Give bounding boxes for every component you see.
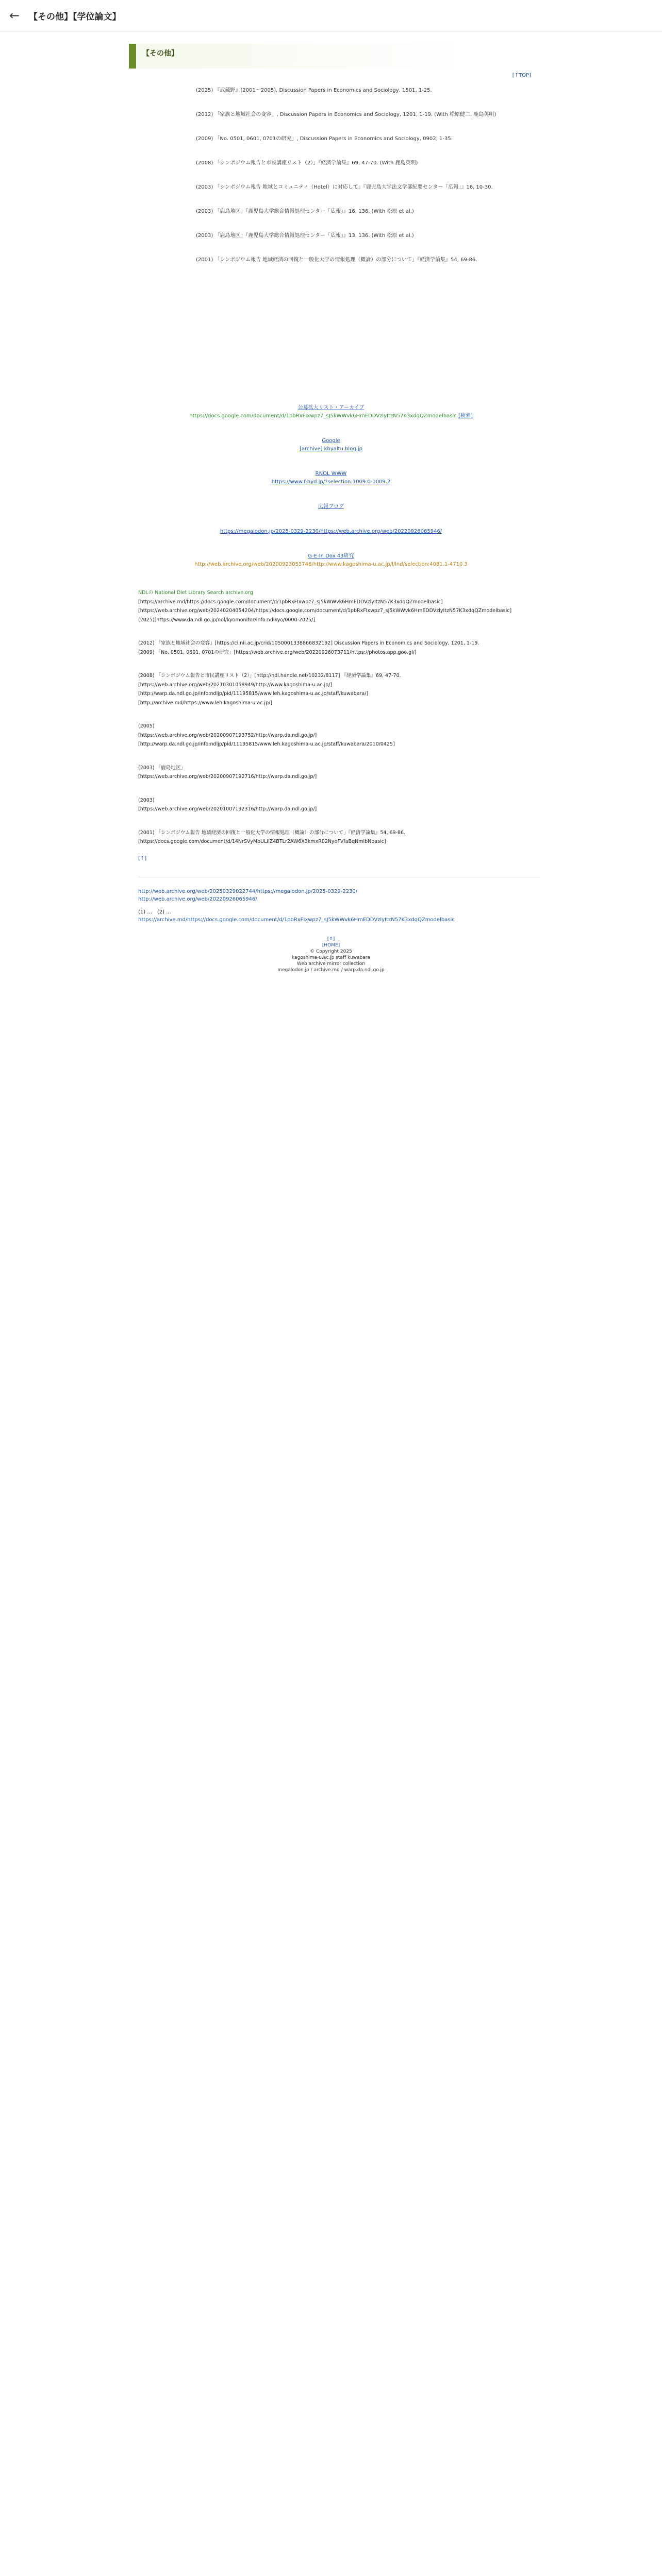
publication-entry: (2012) 「家族と地域社会の変容」, Discussion Papers in Economics and Sociology, 1201, 1-19. (With 松原健二, 鹿島英明) — [196, 112, 496, 117]
ref-item[interactable]: (2012) 「家族と地域社会の変容」[https://ci.nii.ac.jp/crid/1050001338866832192] Discussion Papers in Economics and Sociology, 1201, 1-19. — [138, 640, 479, 646]
publication-entry: (2001) 「シンポジウム報告 地域経済の回復と一般化大学の情報処理（概論）の部分について」『経済学論集』54, 69-86. — [196, 257, 477, 263]
ref-item[interactable]: [https://docs.google.com/document/d/14NrSVyMbULIlZ4BTLr2AW6X3kmxR02NyoFVfaBqNmlbNbasic] — [138, 839, 386, 844]
top-arrow-link[interactable]: [⇑] — [327, 936, 335, 942]
publication-entry: (2008) 「シンポジウム報告と市民講座リスト（2）」『経済学論集』69, 47-70. (With 鹿島英明) — [196, 160, 418, 166]
section-header: 【その他】 — [129, 44, 552, 69]
ref-item[interactable]: (2008) 「シンポジウム報告と市民講座リスト（2）」[http://hdl.handle.net/10232/8117] 『経済学論集』69, 47-70. — [138, 673, 401, 679]
webarchive-url[interactable]: http://web.archive.org/web/20200923053746/http://www.kagoshima-u.ac.jp/l/lnd/selection:4081.1-4710.3 — [194, 562, 468, 567]
publication-entry: (2003) 「シンポジウム報告 地域とコミュニティ（Hotel）に対応して」『鹿児島大学法文学部紀要センター「広報」』16, 10-30. — [196, 184, 493, 190]
google-url[interactable]: [archive] kbyaltu.blog.jp — [300, 446, 362, 452]
archive-url[interactable]: https://docs.google.com/document/d/1pbRxFIxwpz7_sJ5kWWvk6HmEDDVzlyItzN57K3xdqQZmodelbasic — [189, 413, 457, 419]
back-arrow-icon[interactable]: ← — [9, 8, 20, 23]
bottom-google-url[interactable]: https://archive.md/https://docs.google.com/document/d/1pbRxFIxwpz7_sJ5kWWvk6HmEDDVzlyItzN57K3xdqQZmodelbasic — [138, 917, 455, 923]
credit-line: kagoshima-u.ac.jp staff kuwabara — [292, 955, 370, 960]
publication-entry: (2003) 「鹿島地区」『鹿児島大学総合情報処理センター「広報」』16, 136. (With 松原 et al.) — [196, 209, 414, 214]
bottom-misc: (1) ... (2) ... — [138, 909, 171, 915]
copyright-text: © Copyright 2025 — [310, 948, 352, 954]
archive-tag[interactable]: [検索] — [458, 413, 473, 419]
ref-item[interactable]: [https://web.archive.org/web/20240204054204/https://docs.google.com/document/d/1pbRxFIxwpz7_sJ5kWWvk6HmEDDVzlyItzN57K3xdqQZmodelbasic] — [138, 608, 512, 614]
top-link[interactable]: [↑TOP] — [512, 73, 531, 78]
ref-item: (2003) 「鹿島地区」 — [138, 765, 186, 771]
megalodon-url[interactable]: https://megalodon.jp/2025-0329-2230/https://web.archive.org/web/20220926065946/ — [220, 529, 442, 534]
page-content — [0, 31, 662, 2576]
home-link[interactable]: [HOME] — [322, 942, 340, 948]
kouhou-link[interactable]: 広報ブログ — [318, 504, 344, 510]
ref-item[interactable]: [https://web.archive.org/web/20200907192716/http://warp.da.ndl.go.jp/] — [138, 774, 317, 779]
publication-list — [196, 87, 547, 264]
ref-item[interactable]: [https://web.archive.org/web/20200907193752/http://warp.da.ndl.go.jp/] — [138, 732, 317, 738]
archive-title-link[interactable]: 公募拡大リスト・アーカイブ — [297, 405, 365, 411]
top-bar — [0, 0, 662, 31]
lsol-link[interactable]: RNOL WWW — [315, 471, 347, 477]
page-title: 【その他】【学位論文】 — [29, 11, 121, 22]
ref-item[interactable]: [https://web.archive.org/web/20201007192316/http://warp.da.ndl.go.jp/] — [138, 806, 317, 812]
publication-entry: (2009) 「No. 0501, 0601, 0701の研究」, Discussion Papers in Economics and Sociology, 0902, 1-35. — [196, 136, 453, 142]
footer-nav[interactable]: [↑] — [138, 855, 147, 861]
ref-item[interactable]: [http://warp.da.ndl.go.jp/info:ndljp/pid/11195815/www.leh.kagoshima-u.ac.jp/staff/kuwabara/] — [138, 691, 369, 697]
green-line: NDLの National Diet Library Search archive.org — [138, 590, 253, 596]
ref-item: (2005) — [138, 723, 155, 729]
ref-item: (2003) — [138, 797, 155, 803]
ref-item[interactable]: (2025)[https://www.da.ndl.go.jp/ndl/kyomonitor/info:ndlkyo/0000-2025/] — [138, 617, 316, 623]
publication-entry: (2025) 『武蔵野』(2001〜2005), Discussion Papers in Economics and Sociology, 1501, 1-25. — [196, 88, 432, 93]
ref-item: (2001) 「シンポジウム報告 地域経済の回復と一般化大学の情報処理（概論）の部分について」『経済学論集』54, 69-86. — [138, 829, 406, 836]
ref-item[interactable]: [http://warp.da.ndl.go.jp/info:ndljp/pid/11195815/www.leh.kagoshima-u.ac.jp/staff/kuwabara/2010/0425] — [138, 741, 395, 747]
bottom-link-2[interactable]: http://web.archive.org/web/20220926065946/ — [138, 896, 257, 902]
credit-line: Web archive mirror collection — [297, 961, 365, 967]
credit-line: megalodon.jp / archive.md / warp.da.ndl.go.jp — [277, 967, 385, 973]
ref-item[interactable]: [https://archive.md/https://docs.google.com/document/d/1pbRxFIxwpz7_sJ5kWWvk6HmEDDVzlyItzN57K3xdqQZmodelbasic] — [138, 599, 443, 605]
ref-item[interactable]: (2009) 「No. 0501, 0601, 0701の研究」[https://web.archive.org/web/20220926073711/https://photos.app.goo.gl/] — [138, 649, 417, 655]
youtube-link[interactable]: G-E-In Dox 43研究 — [308, 553, 354, 559]
ref-item[interactable]: [http://archive.md/https://www.leh.kagoshima-u.ac.jp/] — [138, 700, 273, 706]
bottom-link-1[interactable]: http://web.archive.org/web/20250329022744/https://megalodon.jp/2025-0329-2230/ — [138, 888, 358, 894]
credits — [0, 936, 662, 973]
ref-item[interactable]: [https://web.archive.org/web/20210301058949/http://www.kagoshima-u.ac.jp/] — [138, 682, 333, 688]
archive-links — [0, 404, 662, 569]
publication-entry: (2003) 「鹿島地区」『鹿児島大学総合情報処理センター「広報」』13, 136. (With 松原 et al.) — [196, 233, 414, 239]
google-link[interactable]: Google — [322, 438, 340, 444]
bottom-links — [138, 888, 540, 924]
references — [138, 589, 540, 845]
lsol-url[interactable]: https://www.f-hyd.jp/?selection:1009.0-1009.2 — [271, 479, 391, 485]
